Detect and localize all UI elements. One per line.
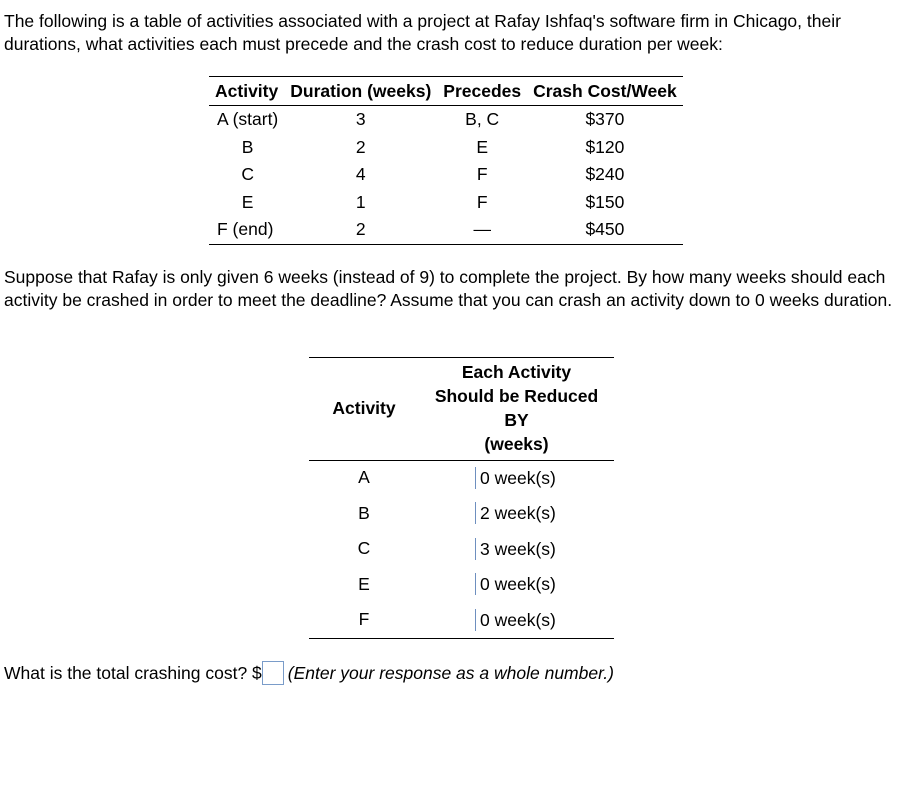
duration-cell: 2 — [355, 136, 366, 157]
activity-cell: E — [241, 191, 254, 212]
activity-cell: A (start) — [217, 109, 279, 130]
total-cost-input[interactable] — [262, 661, 284, 685]
reduction-value[interactable]: 3 week(s) — [475, 538, 558, 560]
precedes-cell: B, C — [465, 109, 500, 130]
crash-rows — [309, 460, 614, 639]
crash-cost-cell: $370 — [585, 109, 625, 130]
activity-cell: C — [241, 164, 254, 185]
table-row — [209, 106, 683, 134]
crash-table-header — [309, 358, 614, 461]
header-line: Each Activity — [461, 362, 572, 382]
crash-table — [309, 357, 614, 461]
header-line: BY — [504, 410, 529, 430]
header-line: (weeks) — [484, 434, 549, 454]
duration-cell: 1 — [355, 191, 366, 212]
duration-cell: 3 — [355, 109, 366, 130]
precedes-cell: — — [473, 219, 491, 240]
total-prompt: What is the total crashing cost? $ — [4, 663, 262, 683]
total-cost-line — [4, 661, 614, 685]
header-duration: Duration (weeks) — [284, 77, 437, 106]
reduction-value[interactable]: 0 week(s) — [475, 467, 558, 489]
duration-cell: 4 — [355, 164, 366, 185]
reduction-value[interactable]: 0 week(s) — [475, 609, 558, 631]
activity-cell: E — [358, 573, 370, 594]
header-crash-cost: Crash Cost/Week — [527, 77, 683, 106]
table-row — [309, 567, 614, 603]
table-row — [309, 460, 614, 496]
activity-cell: F — [358, 609, 370, 630]
crash-cost-cell: $120 — [585, 136, 625, 157]
header-line: Should be Reduced — [434, 386, 599, 406]
table-row — [309, 531, 614, 567]
crash-cost-cell: $240 — [585, 164, 625, 185]
crash-cost-cell: $450 — [585, 219, 625, 240]
table-row — [209, 134, 683, 162]
precedes-cell: F — [476, 164, 488, 185]
table-row — [209, 161, 683, 189]
activity-table-header — [209, 77, 683, 106]
header-precedes: Precedes — [437, 77, 527, 106]
activity-table — [209, 76, 683, 245]
question-text: Suppose that Rafay is only given 6 weeks (instead of 9) to complete the project. By how many weeks should each activity be crashed in order to meet the deadline? Assume that you can crash an activity down to 0 weeks duration. — [4, 267, 893, 310]
activity-cell: F (end) — [217, 219, 274, 240]
header-reduce-by — [419, 358, 614, 461]
table-row — [309, 496, 614, 532]
header-activity: Activity — [309, 358, 419, 461]
reduction-value[interactable]: 0 week(s) — [475, 573, 558, 595]
crash-cost-cell: $150 — [585, 191, 625, 212]
duration-cell: 2 — [355, 219, 366, 240]
header-activity: Activity — [209, 77, 284, 106]
table-row — [309, 602, 614, 638]
precedes-cell: F — [476, 191, 488, 212]
activity-cell: C — [357, 538, 371, 559]
answer-hint: (Enter your response as a whole number.) — [287, 663, 614, 683]
activity-cell: A — [358, 467, 370, 488]
table-row — [209, 216, 683, 244]
activity-cell: B — [358, 502, 370, 523]
table-row — [209, 189, 683, 217]
intro-text: The following is a table of activities associated with a project at Rafay Ishfaq's software firm in Chicago, their durations, what activities each must precede and the crash cost to reduce duration per week: — [4, 11, 841, 54]
reduction-value[interactable]: 2 week(s) — [475, 502, 558, 524]
precedes-cell: E — [476, 136, 489, 157]
activity-cell: B — [241, 136, 254, 157]
